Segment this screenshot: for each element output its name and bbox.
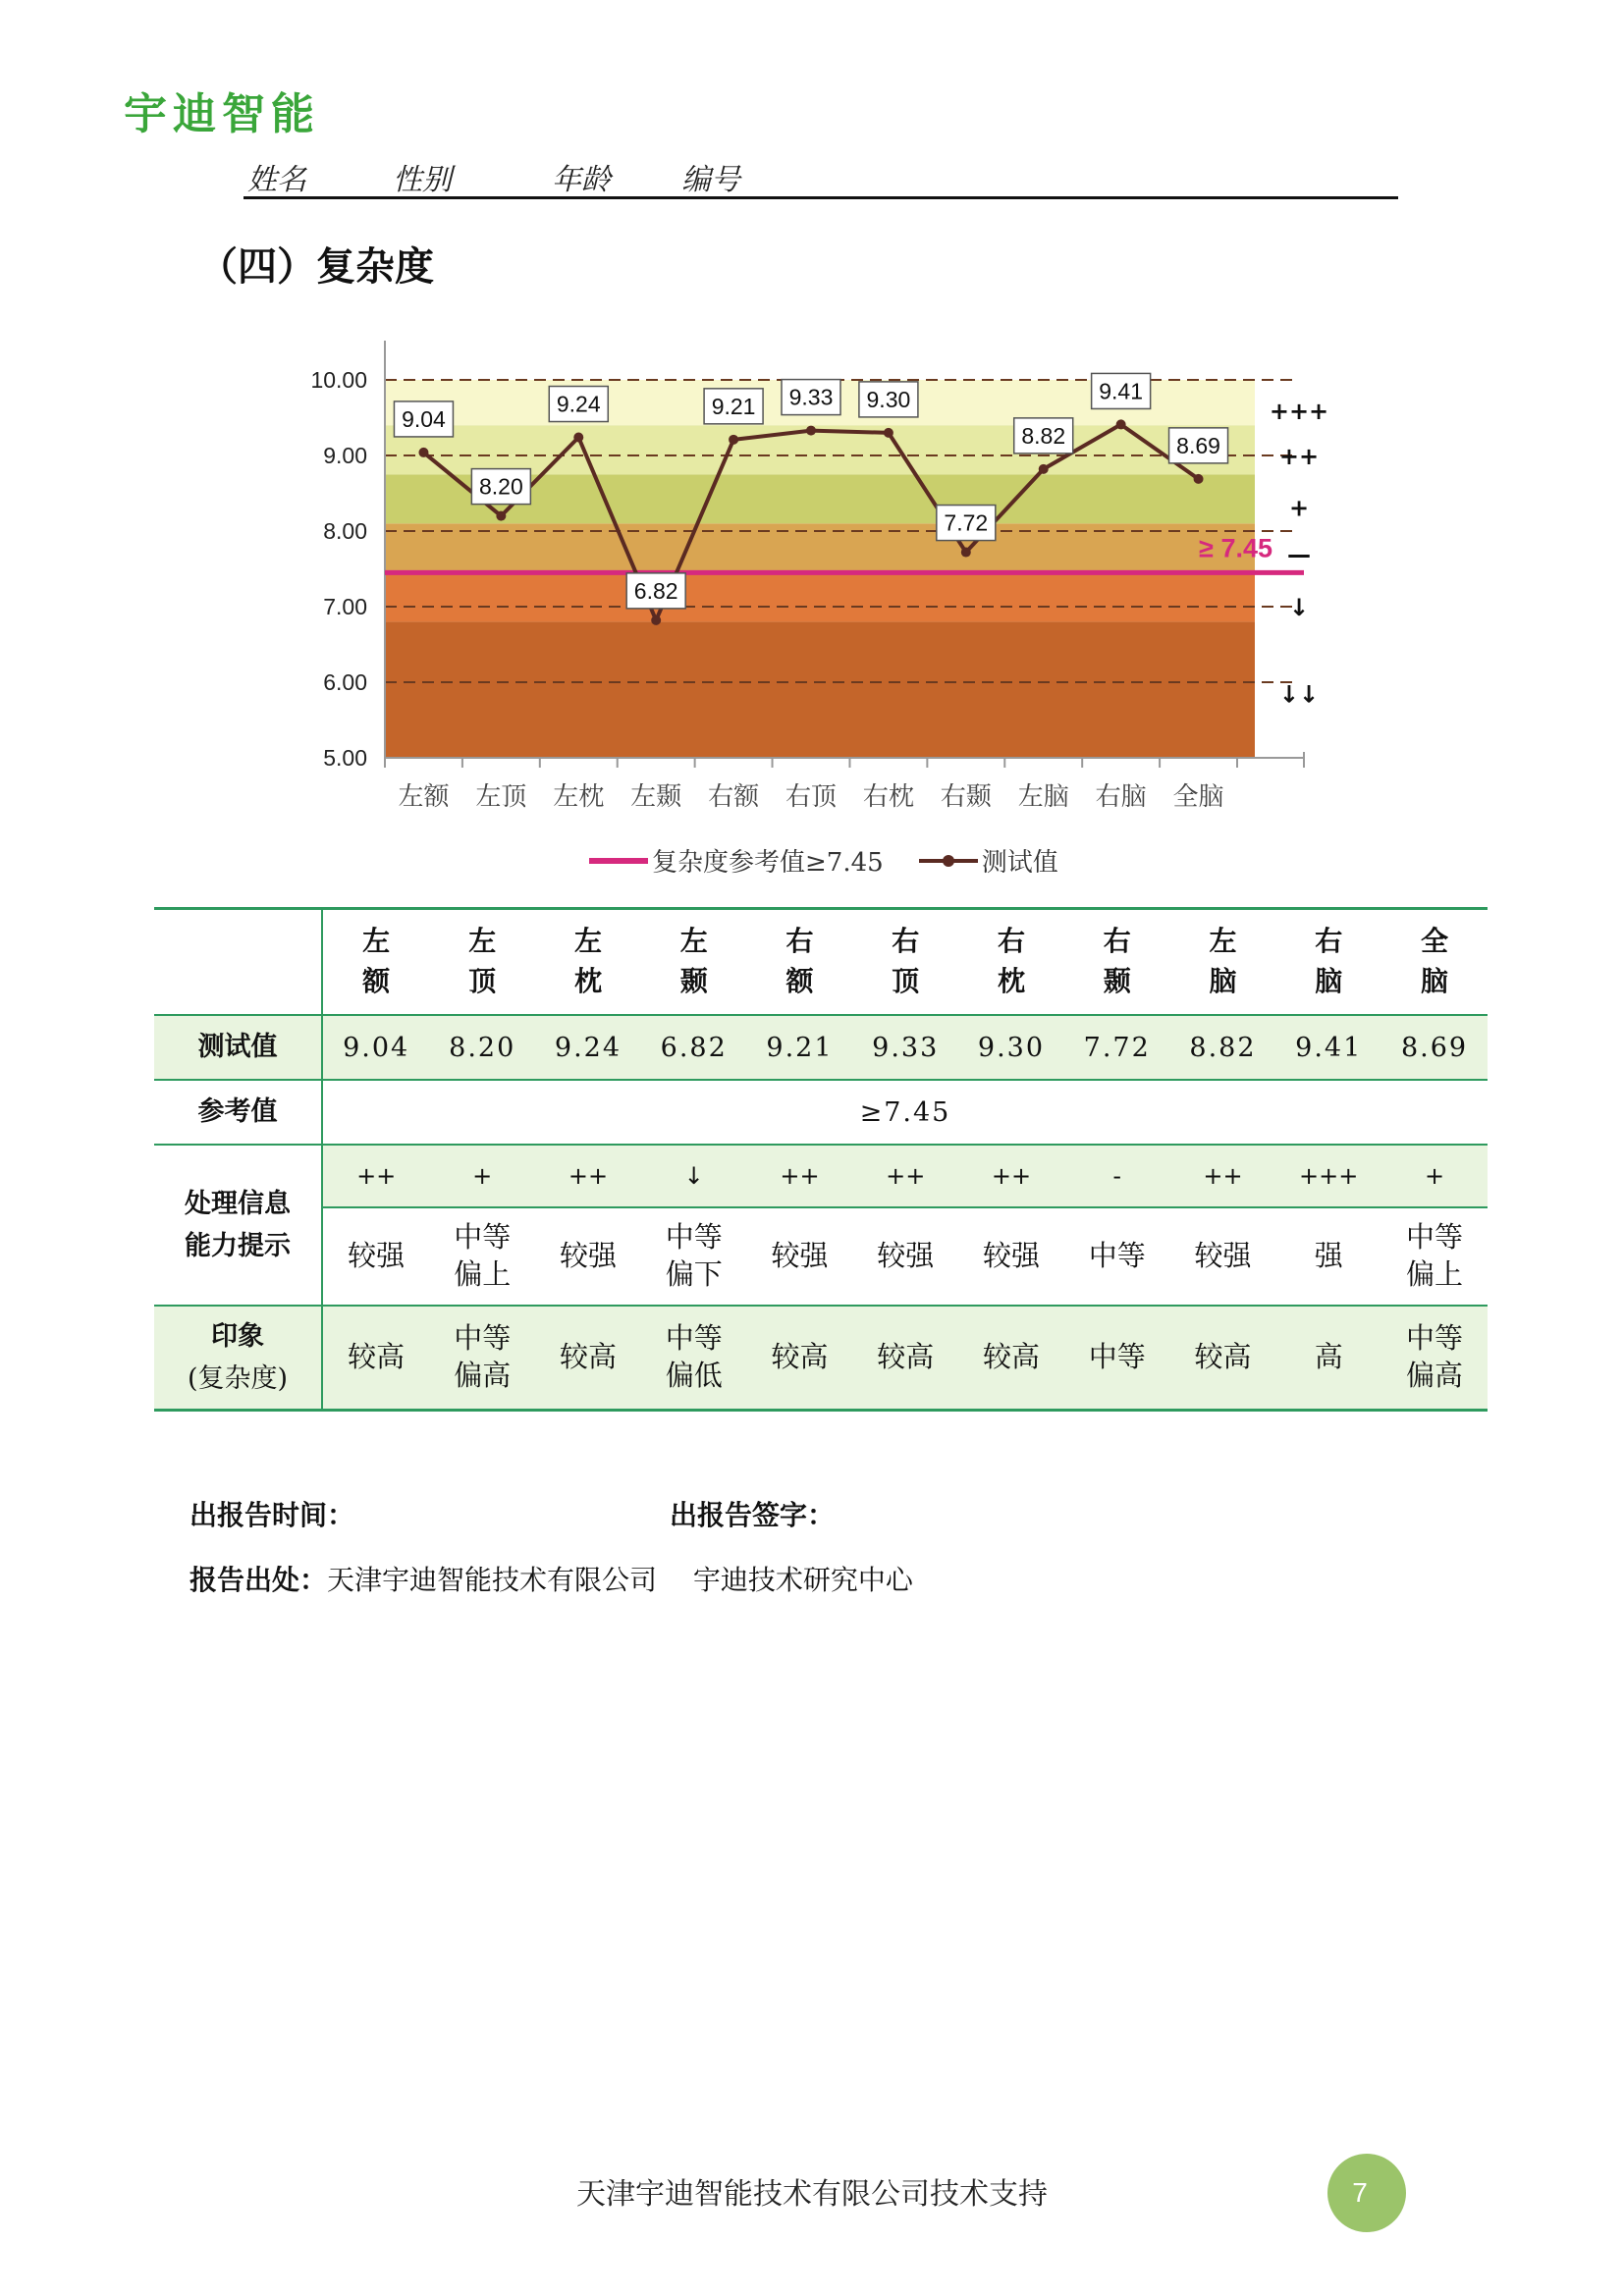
impression-label-sub: (复杂度) [187, 1363, 289, 1394]
x-tick-label-0: 左额 [398, 782, 450, 812]
test-value-2: 9.24 [554, 1032, 623, 1063]
data-point-0 [418, 448, 428, 457]
impression-5 [852, 1306, 958, 1411]
test-value-10: 8.69 [1400, 1032, 1469, 1063]
impression-10-line-0: 中等 [1406, 1321, 1464, 1356]
region-header-1 [429, 909, 535, 1016]
y-tick-label-2: 7.00 [323, 594, 367, 619]
x-tick-label-2: 左枕 [553, 782, 605, 812]
data-point-10 [1194, 474, 1204, 484]
impression-7 [1064, 1306, 1170, 1411]
impression-1 [429, 1306, 535, 1411]
test-value-0: 9.04 [343, 1032, 410, 1063]
data-point-3 [651, 615, 661, 625]
impression-10-line-1: 偏高 [1406, 1359, 1464, 1392]
hint-text-10-line-0: 中等 [1406, 1220, 1464, 1255]
impression-0-line-0: 较高 [348, 1340, 406, 1374]
x-tick-label-1: 左顶 [475, 782, 527, 812]
band-1 [385, 572, 1255, 621]
test-value-6: 9.30 [977, 1032, 1046, 1063]
region-header-5-line-0: 右 [892, 925, 920, 958]
report-source-label: 报告出处： [189, 1564, 328, 1596]
hint-mark-9: +++ [1275, 1145, 1381, 1207]
y-tick-label-4: 9.00 [323, 443, 367, 468]
hint-mark-0: ++ [322, 1145, 429, 1207]
data-label-1: 8.20 [478, 473, 523, 500]
hint-mark-3: ↓ [641, 1145, 747, 1207]
impression-9 [1275, 1306, 1381, 1411]
impression-8 [1170, 1306, 1276, 1411]
hint-text-2-line-0: 较强 [559, 1239, 617, 1273]
region-header-8 [1170, 909, 1276, 1016]
hint-text-10 [1381, 1207, 1488, 1306]
x-tick-label-3: 左颞 [630, 782, 682, 812]
impression-7-line-0: 中等 [1088, 1340, 1146, 1374]
report-signature [670, 1494, 835, 1533]
impression-2-line-0: 较高 [559, 1340, 617, 1374]
impression-1-line-1: 偏高 [454, 1359, 512, 1392]
field-id: 编号 [681, 163, 740, 197]
impression-0 [322, 1306, 429, 1411]
legend-reference-swatch [589, 858, 648, 864]
region-header-2 [535, 909, 641, 1016]
header-empty-cell [154, 909, 322, 1016]
hint-mark-4: ++ [747, 1145, 853, 1207]
impression-label [154, 1306, 322, 1411]
hint-mark-7: - [1064, 1145, 1170, 1207]
hint-text-4 [747, 1207, 853, 1306]
hint-mark-1: + [429, 1145, 535, 1207]
reference-label: ≥ 7.45 [1199, 533, 1272, 563]
region-header-10-line-1: 脑 [1421, 965, 1449, 997]
field-name: 姓名 [247, 163, 306, 197]
region-header-6 [958, 909, 1064, 1016]
legend-test-label: 测试值 [981, 848, 1058, 878]
test-value-4: 9.21 [766, 1032, 834, 1063]
data-label-5: 9.33 [788, 384, 834, 410]
region-header-0-line-0: 左 [362, 925, 391, 958]
impression-4 [747, 1306, 853, 1411]
impression-4-line-0: 较高 [771, 1340, 829, 1374]
hint-text-5-line-0: 较强 [877, 1239, 935, 1273]
impression-9-line-0: 高 [1314, 1340, 1343, 1374]
impression-10 [1381, 1306, 1488, 1411]
data-label-9: 9.41 [1099, 378, 1144, 404]
region-header-3-line-1: 颞 [679, 965, 708, 997]
region-header-6-line-0: 右 [997, 925, 1025, 958]
region-header-8-line-1: 脑 [1209, 965, 1237, 997]
x-tick-label-6: 右枕 [862, 782, 914, 812]
data-point-2 [573, 433, 583, 443]
test-value-1: 8.20 [449, 1032, 516, 1063]
hint-text-10-line-1: 偏上 [1406, 1257, 1464, 1291]
region-header-7-line-1: 颞 [1103, 965, 1131, 997]
side-mark-1: ++ [1278, 443, 1320, 470]
region-header-4-line-1: 额 [785, 965, 814, 997]
report-sign-label: 出报告签字： [670, 1499, 836, 1531]
x-tick-label-8: 左脑 [1017, 782, 1069, 812]
y-tick-label-0: 5.00 [323, 745, 367, 771]
reference-value-label: 参考值 [154, 1080, 322, 1145]
data-point-9 [1116, 419, 1126, 429]
region-header-5 [852, 909, 958, 1016]
legend-test-swatch [919, 859, 978, 863]
report-source [189, 1559, 913, 1598]
hint-mark-8: ++ [1170, 1145, 1276, 1207]
complexity-chart [275, 334, 1375, 883]
region-header-9-line-1: 脑 [1315, 965, 1343, 997]
reference-value: ≥7.45 [859, 1096, 951, 1128]
side-mark-5: ↓↓ [1278, 680, 1320, 709]
legend-item-test [919, 842, 1058, 879]
section-title: （四）复杂度 [198, 243, 434, 290]
side-mark-4: ↓ [1288, 594, 1310, 621]
side-mark-3: — [1287, 541, 1311, 569]
chart-svg [275, 334, 1375, 883]
impression-5-line-0: 较高 [877, 1340, 935, 1374]
field-age: 年龄 [552, 163, 611, 197]
data-label-10: 8.69 [1176, 432, 1220, 458]
hint-text-1-line-0: 中等 [454, 1220, 512, 1255]
hint-text-8-line-0: 较强 [1194, 1239, 1252, 1273]
impression-2 [535, 1306, 641, 1411]
region-header-9-line-0: 右 [1315, 925, 1343, 958]
hint-text-4-line-0: 较强 [771, 1239, 829, 1273]
impression-label-main: 印象 [211, 1320, 264, 1352]
region-header-4 [747, 909, 853, 1016]
impression-3-line-0: 中等 [665, 1321, 723, 1356]
hint-text-3-line-1: 偏下 [665, 1257, 723, 1291]
hint-text-6 [958, 1207, 1064, 1306]
y-tick-label-5: 10.00 [310, 367, 367, 393]
x-tick-label-10: 全脑 [1172, 782, 1224, 812]
region-header-7-line-0: 右 [1103, 925, 1131, 958]
data-point-4 [729, 435, 738, 445]
hint-mark-2: ++ [535, 1145, 641, 1207]
test-value-7: 7.72 [1083, 1032, 1151, 1063]
impression-8-line-0: 较高 [1194, 1340, 1252, 1374]
region-header-9 [1275, 909, 1381, 1016]
hint-mark-6: ++ [958, 1145, 1064, 1207]
hint-label-line-0: 处理信息 [185, 1188, 291, 1219]
test-value-3: 6.82 [660, 1032, 728, 1063]
region-header-3 [641, 909, 747, 1016]
test-value-label: 测试值 [154, 1015, 322, 1080]
test-value-5: 9.33 [872, 1032, 940, 1063]
hint-label [154, 1145, 322, 1306]
data-label-7: 7.72 [944, 509, 989, 536]
hint-text-1-line-1: 偏上 [454, 1257, 512, 1291]
results-table [154, 907, 1488, 1412]
data-label-4: 9.21 [711, 393, 756, 419]
hint-text-3 [641, 1207, 747, 1306]
field-gender: 性别 [393, 163, 452, 197]
header-fields [244, 151, 1398, 199]
region-header-2-line-1: 枕 [573, 965, 602, 997]
data-point-1 [496, 511, 506, 521]
report-time-label: 出报告时间： [189, 1499, 355, 1531]
test-value-9: 9.41 [1295, 1032, 1363, 1063]
impression-3 [641, 1306, 747, 1411]
report-source-value: 天津宇迪智能技术有限公司 宇迪技术研究中心 [327, 1564, 913, 1596]
data-point-7 [961, 548, 971, 558]
hint-label-line-1: 能力提示 [185, 1231, 291, 1261]
impression-3-line-1: 偏低 [665, 1359, 723, 1392]
hint-text-0-line-0: 较强 [348, 1239, 406, 1273]
region-header-10 [1381, 909, 1488, 1016]
chart-legend [589, 842, 1058, 879]
legend-item-reference [589, 842, 884, 879]
hint-text-6-line-0: 较强 [982, 1239, 1040, 1273]
region-header-0-line-1: 额 [362, 965, 391, 997]
region-header-4-line-0: 右 [785, 925, 814, 958]
region-header-5-line-1: 顶 [892, 965, 920, 997]
data-label-8: 8.82 [1021, 422, 1066, 449]
data-point-6 [884, 428, 893, 438]
x-tick-label-7: 右颞 [940, 782, 992, 812]
data-point-5 [806, 426, 816, 436]
page-footer: 天津宇迪智能技术有限公司技术支持 [576, 2177, 1048, 2212]
region-header-1-line-1: 顶 [468, 965, 497, 997]
data-label-0: 9.04 [402, 405, 446, 432]
hint-text-9-line-0: 强 [1314, 1239, 1343, 1273]
legend-reference-label: 复杂度参考值≥7.45 [652, 848, 884, 878]
hint-text-8 [1170, 1207, 1276, 1306]
x-tick-label-4: 右额 [708, 782, 760, 812]
x-tick-label-5: 右顶 [785, 782, 838, 812]
hint-text-5 [852, 1207, 958, 1306]
band-0 [385, 621, 1255, 758]
hint-text-0 [322, 1207, 429, 1306]
region-header-6-line-1: 枕 [997, 965, 1025, 997]
region-header-8-line-0: 左 [1209, 925, 1237, 958]
report-time [189, 1494, 354, 1533]
region-header-0 [322, 909, 429, 1016]
impression-6 [958, 1306, 1064, 1411]
data-label-2: 9.24 [556, 391, 601, 417]
region-header-10-line-0: 全 [1421, 925, 1449, 958]
data-label-3: 6.82 [633, 577, 678, 604]
hint-mark-5: ++ [852, 1145, 958, 1207]
hint-text-7 [1064, 1207, 1170, 1306]
hint-text-3-line-0: 中等 [665, 1220, 723, 1255]
impression-1-line-0: 中等 [454, 1321, 512, 1356]
data-point-8 [1039, 464, 1049, 474]
region-header-3-line-0: 左 [679, 925, 708, 958]
company-logo: 宇迪智能 [124, 89, 320, 139]
side-mark-2: + [1288, 494, 1310, 522]
y-tick-label-3: 8.00 [323, 518, 367, 544]
page-number: 7 [1327, 2154, 1406, 2232]
hint-text-1 [429, 1207, 535, 1306]
side-mark-0: +++ [1269, 397, 1329, 425]
region-header-1-line-0: 左 [468, 925, 497, 958]
impression-6-line-0: 较高 [982, 1340, 1040, 1374]
hint-mark-10: + [1381, 1145, 1488, 1207]
region-header-2-line-0: 左 [573, 925, 602, 958]
hint-text-7-line-0: 中等 [1088, 1239, 1146, 1273]
data-label-6: 9.30 [866, 386, 911, 412]
hint-text-9 [1275, 1207, 1381, 1306]
x-tick-label-9: 右脑 [1095, 782, 1147, 812]
region-header-7 [1064, 909, 1170, 1016]
hint-text-2 [535, 1207, 641, 1306]
y-tick-label-1: 6.00 [323, 669, 367, 695]
test-value-8: 8.82 [1189, 1032, 1257, 1063]
